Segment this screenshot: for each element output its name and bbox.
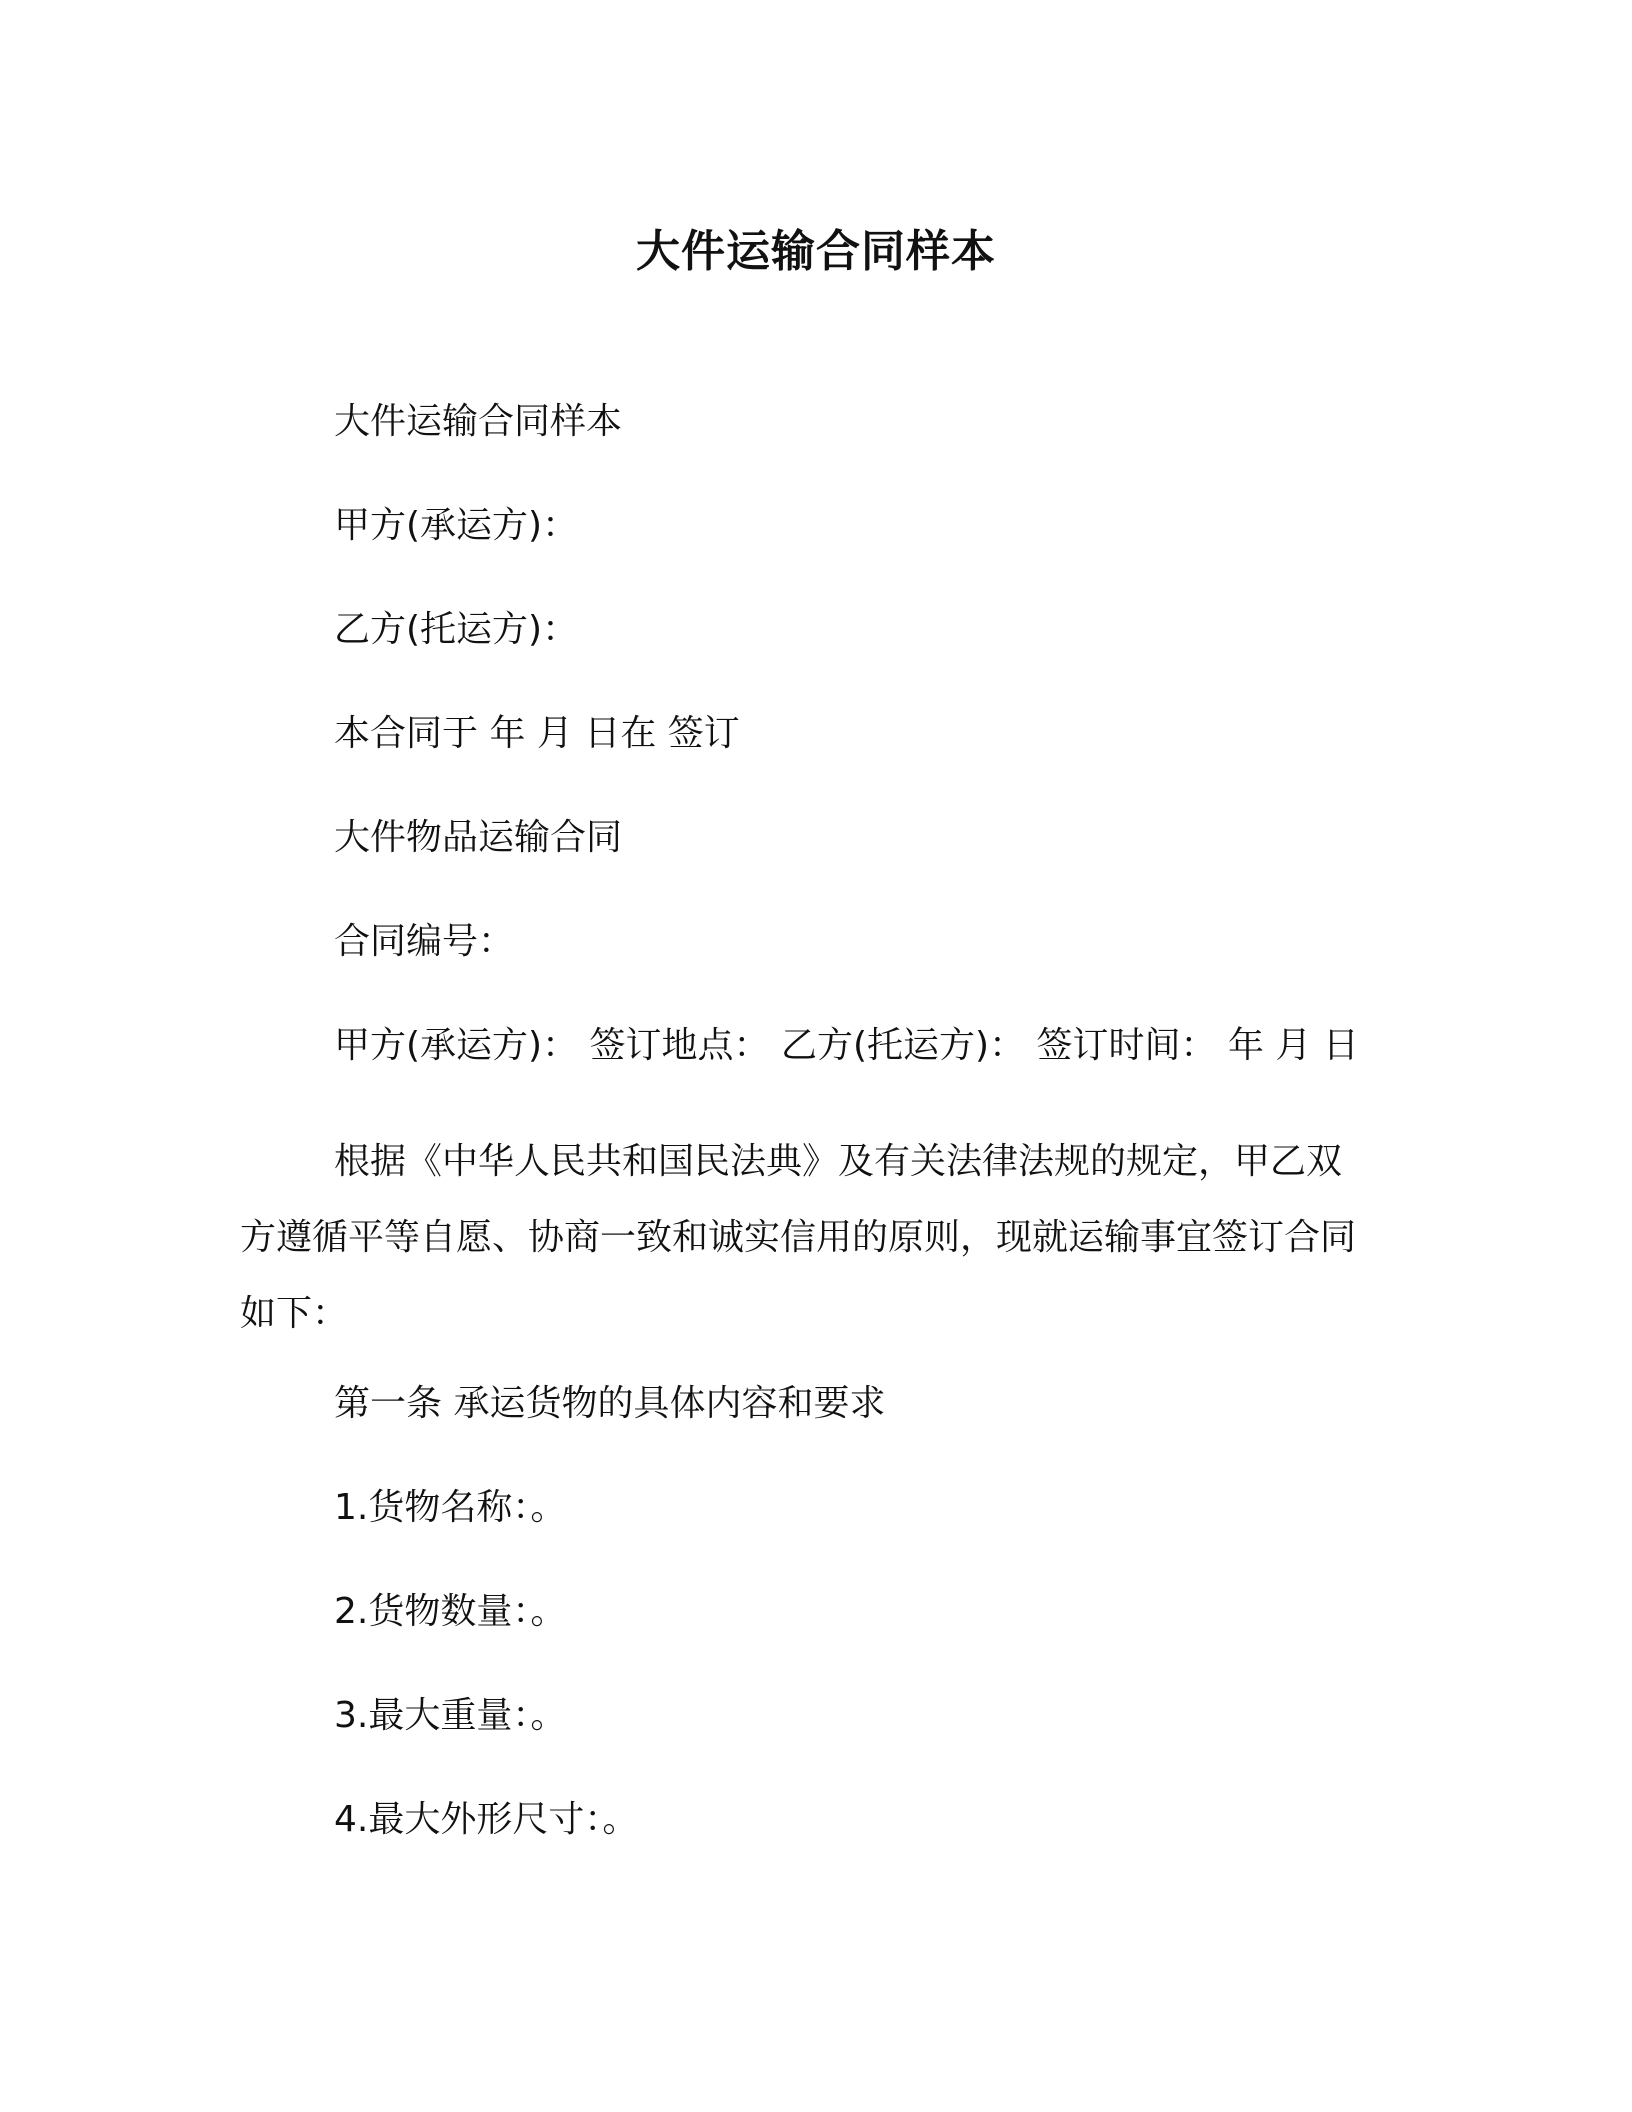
contract-sample-heading: 大件运输合同样本: [334, 401, 623, 442]
signing-date-line: 本合同于 年 月 日在 签订: [334, 713, 740, 754]
contract-name-line: 大件物品运输合同: [334, 817, 623, 858]
article-1-item-max-weight: 3.最大重量：。: [334, 1695, 567, 1736]
article-1-item-goods-quantity: 2.货物数量：。: [334, 1591, 567, 1632]
article-1-item-max-dimensions: 4.最大外形尺寸：。: [334, 1799, 639, 1840]
article-1-item-goods-name: 1.货物名称：。: [334, 1487, 567, 1528]
party-b-line: 乙方(托运方)：: [334, 609, 579, 650]
party-a-line: 甲方(承运方)：: [334, 505, 579, 546]
preamble-paragraph: 根据《中华人民共和国民法典》及有关法律法规的规定，甲乙双方遵循平等自愿、协商一致和诚实信用的原则，现就运输事宜签订合同如下：: [240, 1141, 1357, 1334]
document-title: 大件运输合同样本: [636, 226, 996, 277]
article-1-heading: 第一条 承运货物的具体内容和要求: [334, 1383, 886, 1424]
parties-signing-info-line: 甲方(承运方)： 签订地点： 乙方(托运方)： 签订时间： 年 月 日: [334, 1025, 1359, 1066]
contract-number-line: 合同编号：: [334, 921, 515, 962]
